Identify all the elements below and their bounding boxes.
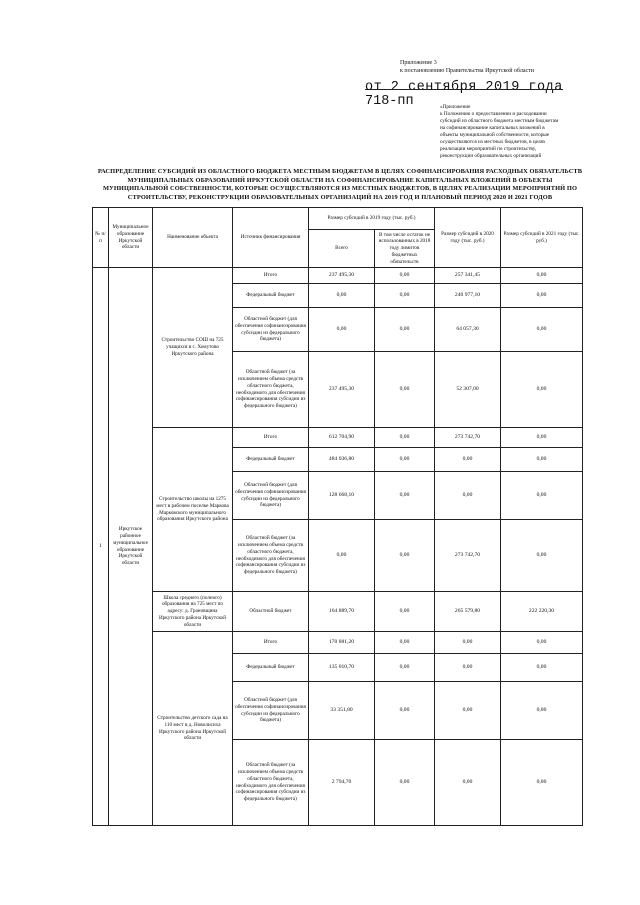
resolution-date-text: от 2 сентября 2019 года: [365, 80, 563, 95]
value-cell: 0,00: [375, 284, 435, 308]
annex-heading: [400, 60, 534, 75]
source-cell: Областной бюджет (за исключением объема средств областного бюджета, необходимого для обеспечения софинансирования субсидии из федерального бюджета): [233, 520, 309, 592]
note-line: на софинансирование капитальных вложений в: [440, 125, 545, 132]
value-cell: 240 977,10: [435, 284, 501, 308]
value-cell: 170 881,20: [309, 632, 375, 654]
annex-line-1: Приложение 3: [400, 60, 437, 66]
header-2021: Размер субсидий в 2021 году (тыс. руб.): [501, 208, 583, 268]
value-cell: 0,00: [375, 740, 435, 826]
resolution-number: 718-пп: [365, 94, 414, 109]
source-cell: Итого: [233, 268, 309, 284]
value-cell: 0,00: [375, 352, 435, 428]
value-cell: 0,00: [375, 520, 435, 592]
value-cell: 0,00: [435, 472, 501, 520]
value-cell: 128 668,10: [309, 472, 375, 520]
value-cell: 0,00: [435, 682, 501, 740]
municipality-name: Иркутское районное муниципальное образование Иркутской области: [109, 268, 153, 826]
value-cell: 2 794,70: [309, 740, 375, 826]
value-cell: 484 036,80: [309, 448, 375, 472]
header-2020: Размер субсидий в 2020 году (тыс. руб.): [435, 208, 501, 268]
value-cell: 612 704,90: [309, 428, 375, 448]
value-cell: 273 742,70: [435, 428, 501, 448]
value-cell: 135 010,70: [309, 654, 375, 682]
header-object: Наименование объекта: [153, 208, 233, 268]
value-cell: 265 579,80: [435, 592, 501, 632]
resolution-date: [365, 80, 563, 95]
header-remain: В том числе остаток не использованных в 2018 году лимитов бюджетных обязательств: [375, 230, 435, 268]
note-line: реконструкции образовательных организаций: [440, 153, 542, 160]
header-municipality: Муниципальное образование Иркутской области: [109, 208, 153, 268]
value-cell: 0,00: [375, 472, 435, 520]
value-cell: 0,00: [501, 428, 583, 448]
source-cell: Областной бюджет (за исключением объема средств областного бюджета, необходимого для обеспечения софинансирования субсидии из федерального бюджета): [233, 352, 309, 428]
table-row: [93, 428, 583, 448]
object-name: Строительство школы на 1275 мест в рабочем поселке Маркова Марковского муниципального образования Иркутского района: [153, 428, 233, 592]
header-total: Всего: [309, 230, 375, 268]
value-cell: 237 495,30: [309, 268, 375, 284]
document-title: РАСПРЕДЕЛЕНИЕ СУБСИДИЙ ИЗ ОБЛАСТНОГО БЮДЖЕТА МЕСТНЫМ БЮДЖЕТАМ В ЦЕЛЯХ СОФИНАНСИРОВАНИЯ РАСХОДНЫХ ОБЯЗАТЕЛЬСТВ МУНИЦИПАЛЬНЫХ ОБРАЗОВАНИЙ ИРКУТСКОЙ ОБЛАСТИ НА СОФИНАНСИРОВАНИЕ КАПИТАЛЬНЫХ ВЛОЖЕНИЙ В ОБЪЕКТЫ МУНИЦИПАЛЬНОЙ СОБСТВЕННОСТИ, КОТОРЫЕ ОСУЩЕСТВЛЯЮТСЯ ИЗ МЕСТНЫХ БЮДЖЕТОВ, В ЦЕЛЯХ РЕАЛИЗАЦИИ МЕРОПРИЯТИЙ ПО СТРОИТЕЛЬСТВУ, РЕКОНСТРУКЦИИ ОБРАЗОВАТЕЛЬНЫХ ОРГАНИЗАЦИЙ НА 2019 ГОД И ПЛАНОВЫЙ ПЕРИОД 2020 И 2021 ГОДОВ: [97, 168, 583, 201]
value-cell: 0,00: [435, 740, 501, 826]
source-cell: Областной бюджет: [233, 592, 309, 632]
value-cell: 0,00: [375, 632, 435, 654]
object-name: Строительство детского сада на 110 мест в д. Новолисиха Иркутского района Иркутской области: [153, 632, 233, 826]
value-cell: 0,00: [501, 448, 583, 472]
value-cell: 0,00: [501, 352, 583, 428]
value-cell: 257 341,45: [435, 268, 501, 284]
source-cell: Федеральный бюджет: [233, 654, 309, 682]
annex-line-2: к постановлению Правительства Иркутской области: [400, 67, 534, 74]
note-line: «Приложение: [440, 104, 471, 110]
value-cell: 0,00: [501, 654, 583, 682]
value-cell: 0,00: [435, 632, 501, 654]
value-cell: 164 889,70: [309, 592, 375, 632]
source-cell: Областной бюджет (за исключением объема средств областного бюджета, необходимого для обеспечения софинансирования субсидии из федерального бюджета): [233, 740, 309, 826]
table-row: [93, 268, 583, 284]
value-cell: 0,00: [435, 448, 501, 472]
appendix-note: [440, 104, 600, 160]
note-line: к Положению о предоставлении и расходовании: [440, 111, 547, 118]
source-cell: Федеральный бюджет: [233, 448, 309, 472]
value-cell: 0,00: [501, 284, 583, 308]
source-cell: Итого: [233, 428, 309, 448]
value-cell: 222 220,30: [501, 592, 583, 632]
value-cell: 0,00: [435, 654, 501, 682]
value-cell: 33 351,80: [309, 682, 375, 740]
value-cell: 0,00: [375, 268, 435, 284]
value-cell: 0,00: [501, 308, 583, 352]
value-cell: 0,00: [375, 448, 435, 472]
table-row: [93, 632, 583, 654]
value-cell: 0,00: [501, 740, 583, 826]
value-cell: 0,00: [501, 520, 583, 592]
source-cell: Федеральный бюджет: [233, 284, 309, 308]
value-cell: 0,00: [501, 632, 583, 654]
strike-line: [365, 89, 563, 90]
value-cell: 273 742,70: [435, 520, 501, 592]
object-name: Школа среднего (полного) образования на 725 мест по адресу: д. Грановщина Иркутского района Иркутской области: [153, 592, 233, 632]
note-line: субсидий из областного бюджета местным бюджетам: [440, 118, 559, 125]
value-cell: 0,00: [309, 520, 375, 592]
value-cell: 52 307,00: [435, 352, 501, 428]
value-cell: 0,00: [309, 308, 375, 352]
value-cell: 0,00: [375, 654, 435, 682]
source-cell: Областной бюджет (для обеспечения софинансирования субсидии из федерального бюджета): [233, 472, 309, 520]
header-source: Источник финансирования: [233, 208, 309, 268]
value-cell: 0,00: [501, 472, 583, 520]
subsidy-table: [92, 207, 583, 826]
row-number: 1: [93, 268, 109, 826]
value-cell: 0,00: [501, 268, 583, 284]
note-line: реализации мероприятий по строительству,: [440, 146, 537, 153]
source-cell: Областной бюджет (для обеспечения софинансирования субсидии из федерального бюджета): [233, 682, 309, 740]
value-cell: 0,00: [375, 428, 435, 448]
source-cell: Областной бюджет (для обеспечения софинансирования субсидии из федерального бюджета): [233, 308, 309, 352]
table-row: [93, 592, 583, 632]
object-name: Строительство СОШ на 725 учащихся в с. Хомутово Иркутского района: [153, 268, 233, 428]
note-line: осуществляются из местных бюджетов, в целях: [440, 139, 546, 146]
value-cell: 0,00: [501, 682, 583, 740]
header-2019: Размер субсидий в 2019 году (тыс. руб.): [309, 208, 435, 230]
source-cell: Итого: [233, 632, 309, 654]
value-cell: 0,00: [375, 592, 435, 632]
value-cell: 64 057,30: [435, 308, 501, 352]
value-cell: 0,00: [375, 682, 435, 740]
value-cell: 0,00: [375, 308, 435, 352]
value-cell: 0,00: [309, 284, 375, 308]
value-cell: 237 495,30: [309, 352, 375, 428]
header-num: № п/п: [93, 208, 109, 268]
note-line: объекты муниципальной собственности, которые: [440, 132, 550, 139]
